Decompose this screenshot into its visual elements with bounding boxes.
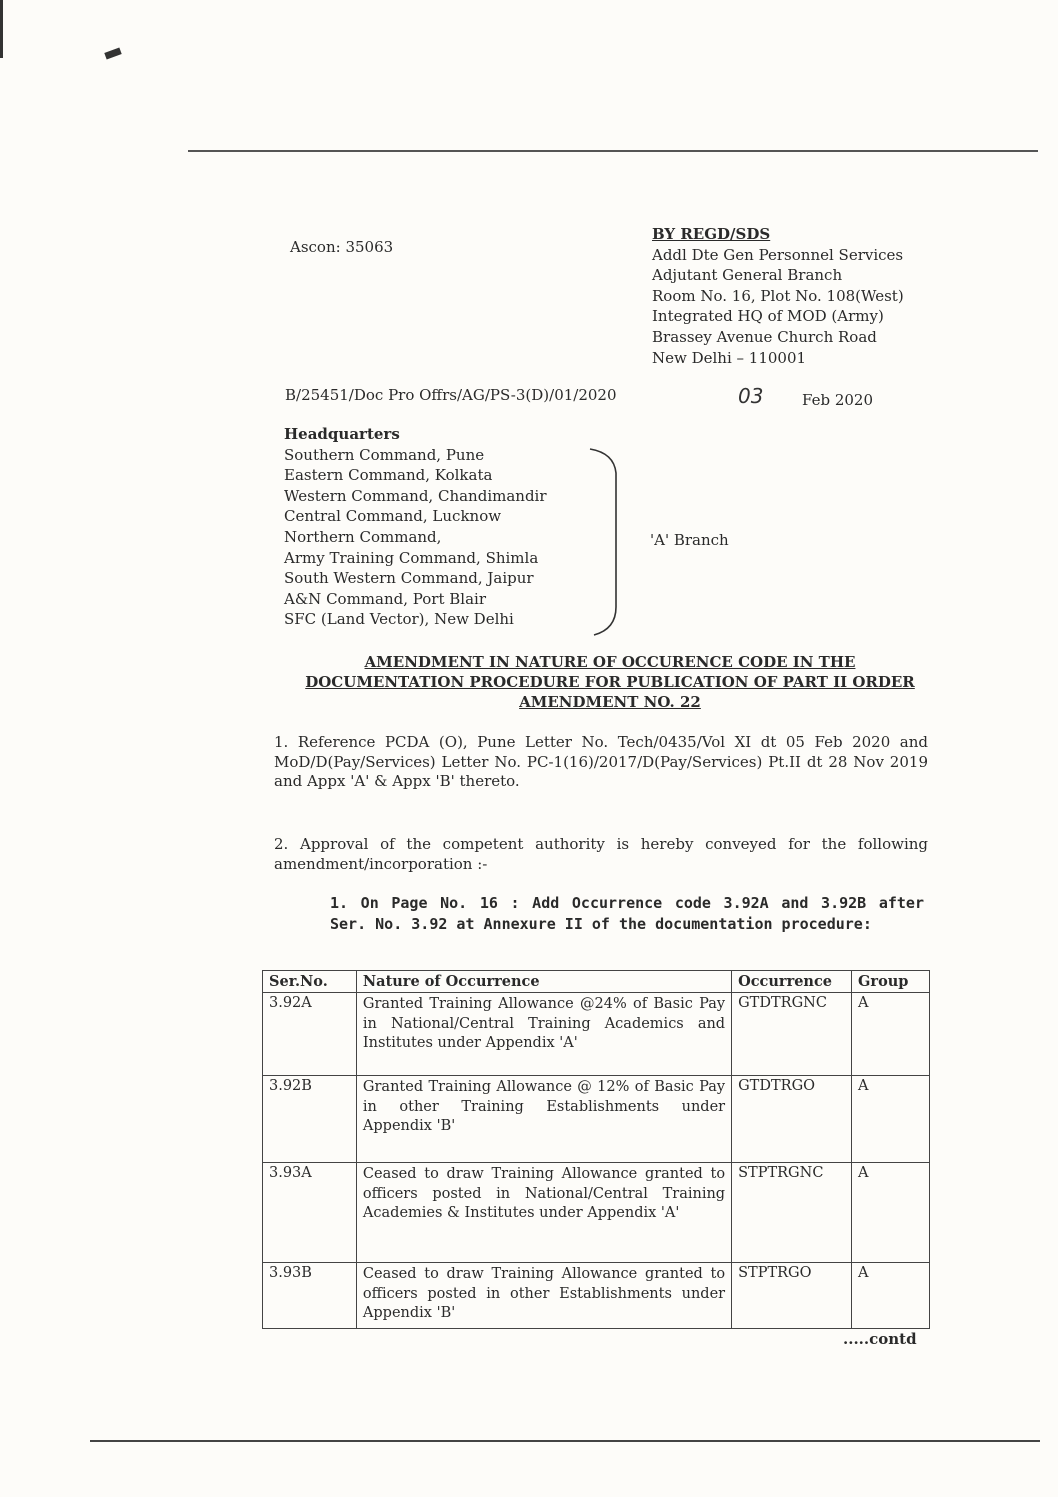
- occurrence-table: [262, 970, 930, 1329]
- address-line: New Delhi – 110001: [652, 348, 807, 367]
- addressee-item: Army Training Command, Shimla: [284, 548, 539, 567]
- delivery-mode: BY REGD/SDS: [652, 225, 771, 243]
- addressee-item: Western Command, Chandimandir: [284, 486, 547, 505]
- paragraph-1: 1. Reference PCDA (O), Pune Letter No. Tech/0435/Vol XI dt 05 Feb 2020 and MoD/D(Pay/Services) Letter No. PC-1(16)/2017/D(Pay/Services) Pt.II dt 28 Nov 2019 and Appx 'A' & Appx 'B' thereto.: [274, 733, 928, 790]
- cell-group: A: [852, 993, 930, 1076]
- cell-ser-no: 3.93A: [263, 1163, 357, 1263]
- subject-line: DOCUMENTATION PROCEDURE FOR PUBLICATION OF PART II ORDER: [305, 673, 915, 691]
- date-month-year: Feb 2020: [802, 391, 874, 409]
- cell-occurrence: GTDTRGNC: [732, 993, 852, 1076]
- subject-line: AMENDMENT IN NATURE OF OCCURENCE CODE IN THE: [364, 653, 856, 671]
- cell-ser-no: 3.92B: [263, 1076, 357, 1163]
- branch-label: 'A' Branch: [650, 531, 729, 549]
- paragraph-2: 2. Approval of the competent authority is hereby conveyed for the following amendment/incorporation :-: [274, 835, 928, 873]
- addressee-item: SFC (Land Vector), New Delhi: [284, 610, 514, 629]
- scan-artifact: [0, 0, 3, 58]
- addressee-item: Eastern Command, Kolkata: [284, 466, 493, 485]
- cell-group: A: [852, 1263, 930, 1329]
- scan-artifact: [104, 47, 121, 59]
- reference-number: B/25451/Doc Pro Offrs/AG/PS-3(D)/01/2020: [285, 386, 617, 404]
- table-row: [263, 1263, 930, 1329]
- address-line: Brassey Avenue Church Road: [652, 327, 877, 346]
- ascon-number: Ascon: 35063: [290, 238, 394, 256]
- addressee-item: Southern Command, Pune: [284, 445, 485, 464]
- addressee-list: [284, 424, 547, 630]
- header-rule: [188, 150, 1038, 152]
- cell-ser-no: 3.93B: [263, 1263, 357, 1329]
- header-ser-no: Ser.No.: [263, 971, 357, 993]
- header-nature: Nature of Occurrence: [356, 971, 731, 993]
- cell-ser-no: 3.92A: [263, 993, 357, 1076]
- addressee-item: South Western Command, Jaipur: [284, 569, 534, 588]
- letter-subject: [270, 652, 950, 712]
- table-row: [263, 993, 930, 1076]
- cell-group: A: [852, 1076, 930, 1163]
- table-row: [263, 1076, 930, 1163]
- date-day-handwritten: 03: [738, 384, 764, 408]
- address-line: Adjutant General Branch: [652, 266, 843, 285]
- cell-nature: Ceased to draw Training Allowance granted to officers posted in National/Central Training Academies & Institutes under Appendix 'A': [356, 1163, 731, 1263]
- cell-nature: Granted Training Allowance @24% of Basic Pay in National/Central Training Academics and Institutes under Appendix 'A': [356, 993, 731, 1076]
- addressee-item: Central Command, Lucknow: [284, 507, 502, 526]
- table-header-row: [263, 971, 930, 993]
- addressee-title: Headquarters: [284, 425, 400, 443]
- addressee-item: A&N Command, Port Blair: [284, 589, 486, 608]
- address-line: Integrated HQ of MOD (Army): [652, 307, 884, 326]
- header-group: Group: [852, 971, 930, 993]
- cell-nature: Ceased to draw Training Allowance granted to officers posted in other Establishments under Appendix 'B': [356, 1263, 731, 1329]
- cell-occurrence: GTDTRGO: [732, 1076, 852, 1163]
- header-occurrence: Occurrence: [732, 971, 852, 993]
- table-row: [263, 1163, 930, 1263]
- cell-occurrence: STPTRGNC: [732, 1163, 852, 1263]
- cell-group: A: [852, 1163, 930, 1263]
- continued-marker: .....contd: [843, 1330, 917, 1348]
- address-line: Room No. 16, Plot No. 108(West): [652, 286, 904, 305]
- sub-paragraph-1: 1. On Page No. 16 : Add Occurrence code 3.92A and 3.92B after Ser. No. 3.92 at Annexure II of the documentation procedure:: [330, 894, 924, 933]
- addressee-brace: [588, 447, 624, 637]
- addressee-item: Northern Command,: [284, 527, 442, 546]
- cell-occurrence: STPTRGO: [732, 1263, 852, 1329]
- footer-rule: [90, 1440, 1040, 1442]
- cell-nature: Granted Training Allowance @ 12% of Basic Pay in other Training Establishments under Appendix 'B': [356, 1076, 731, 1163]
- address-line: Addl Dte Gen Personnel Services: [652, 245, 904, 264]
- sender-address: [652, 224, 904, 368]
- subject-line: AMENDMENT NO. 22: [519, 693, 701, 711]
